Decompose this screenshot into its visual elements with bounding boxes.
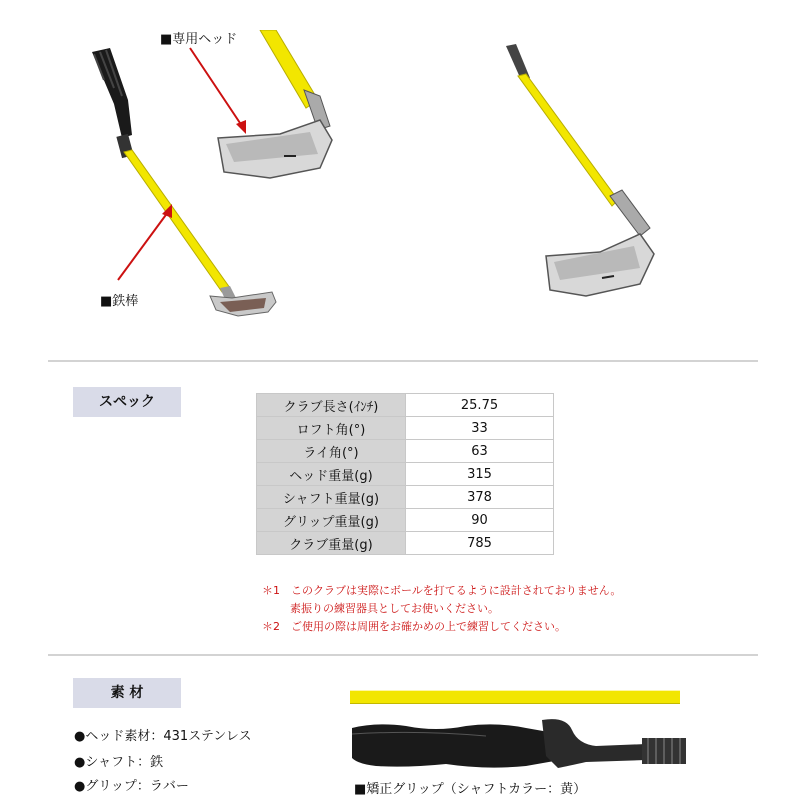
grip-caption: ■矯正グリップ（シャフトカラー：黄）: [354, 782, 587, 797]
spec-key: クラブ重量(g): [257, 532, 406, 555]
spec-key: ヘッド重量(g): [257, 463, 406, 486]
divider-bottom: [48, 654, 758, 656]
table-row: [257, 394, 554, 417]
divider-top: [48, 360, 758, 362]
club-side-illustration: [490, 40, 670, 310]
table-row: [257, 486, 554, 509]
spec-value: 33: [406, 417, 554, 440]
material-tab: 素 材: [73, 678, 181, 708]
grip-sample: [346, 716, 686, 772]
spec-value: 63: [406, 440, 554, 463]
material-item-head: ●ヘッド素材：431ステンレス: [74, 729, 252, 744]
table-row: [257, 463, 554, 486]
spec-tab: スペック: [73, 387, 181, 417]
spec-value: 785: [406, 532, 554, 555]
table-row: [257, 532, 554, 555]
note-1-cont: 素振りの練習器具としてお使いください。: [290, 602, 499, 615]
material-item-grip: ●グリップ：ラバー: [74, 779, 189, 794]
material-item-shaft: ●シャフト：鉄: [74, 755, 164, 770]
spec-key: ライ角(°): [257, 440, 406, 463]
spec-key: シャフト重量(g): [257, 486, 406, 509]
spec-key: グリップ重量(g): [257, 509, 406, 532]
note-1: ＊1 このクラブは実際にボールを打てるように設計されておりません。: [262, 584, 622, 597]
table-row: [257, 440, 554, 463]
note-2: ＊2 ご使用の際は周囲をお確かめの上で練習してください。: [262, 620, 566, 633]
spec-table: [256, 393, 554, 555]
head-label: ■専用ヘッド: [160, 32, 238, 47]
spec-value: 315: [406, 463, 554, 486]
arrow-to-head: [180, 40, 260, 140]
spec-value: 25.75: [406, 394, 554, 417]
spec-value: 378: [406, 486, 554, 509]
arrow-to-shaft: [110, 200, 180, 290]
table-row: [257, 509, 554, 532]
shaft-label: ■鉄棒: [100, 294, 139, 309]
spec-value: 90: [406, 509, 554, 532]
spec-key: クラブ長さ(ｲﾝﾁ): [257, 394, 406, 417]
shaft-sample: [350, 690, 680, 704]
table-row: [257, 417, 554, 440]
spec-key: ロフト角(°): [257, 417, 406, 440]
